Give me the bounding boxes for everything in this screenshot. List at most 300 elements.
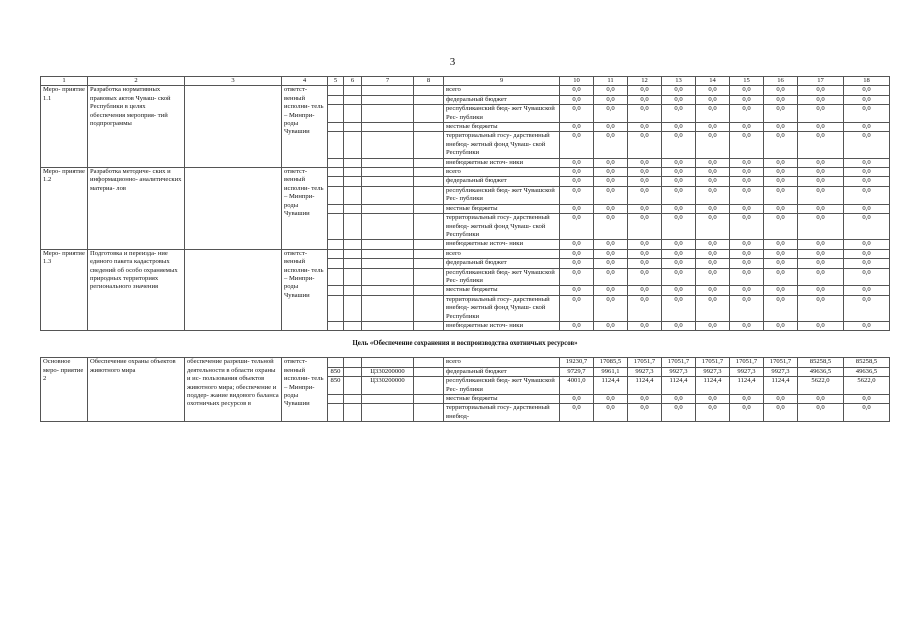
amount-cell: 17051,7 <box>628 358 662 367</box>
amount-cell: 0,0 <box>560 395 594 404</box>
amount-cell: 0,0 <box>628 95 662 104</box>
amount-cell: 85258,5 <box>844 358 890 367</box>
measure-id: Меро- приятие 1.3 <box>41 249 88 331</box>
code-cell <box>344 321 362 330</box>
amount-cell: 0,0 <box>798 186 844 204</box>
funding-source: территориальный госу- дарственный внебюд- жетный фонд Чуваш- ской Республики <box>444 214 560 240</box>
amount-cell: 0,0 <box>798 249 844 258</box>
code-cell <box>344 86 362 95</box>
code-cell <box>414 395 444 404</box>
code-cell <box>414 259 444 268</box>
amount-cell: 0,0 <box>730 86 764 95</box>
amount-cell: 0,0 <box>798 240 844 249</box>
code-cell <box>344 186 362 204</box>
code-cell: 850 <box>328 377 344 395</box>
amount-cell: 0,0 <box>560 249 594 258</box>
code-cell: 850 <box>328 367 344 376</box>
amount-cell: 0,0 <box>662 240 696 249</box>
code-cell <box>344 358 362 367</box>
code-cell <box>414 105 444 123</box>
amount-cell: 49636,5 <box>844 367 890 376</box>
amount-cell: 0,0 <box>594 105 628 123</box>
column-number: 16 <box>764 77 798 86</box>
amount-cell: 0,0 <box>628 168 662 177</box>
amount-cell: 0,0 <box>696 123 730 132</box>
code-cell <box>414 367 444 376</box>
code-cell <box>362 168 414 177</box>
amount-cell: 0,0 <box>798 158 844 167</box>
code-cell <box>344 377 362 395</box>
measure-name: Подготовка и переизда- ние единого пакета кадастровых сведений об особо охраняемых природных территориях регионального значения <box>88 249 185 331</box>
column-number: 10 <box>560 77 594 86</box>
funding-source: федеральный бюджет <box>444 95 560 104</box>
code-cell <box>362 240 414 249</box>
amount-cell: 0,0 <box>594 132 628 158</box>
funding-source: республиканский бюд- жет Чувашской Рес- публики <box>444 268 560 286</box>
amount-cell: 9927,3 <box>764 367 798 376</box>
amount-cell: 0,0 <box>662 204 696 213</box>
code-cell <box>362 249 414 258</box>
amount-cell: 0,0 <box>662 86 696 95</box>
amount-cell: 0,0 <box>662 259 696 268</box>
code-cell <box>362 259 414 268</box>
amount-cell: 0,0 <box>662 286 696 295</box>
code-cell <box>328 286 344 295</box>
amount-cell: 0,0 <box>844 177 890 186</box>
amount-cell: 0,0 <box>594 395 628 404</box>
amount-cell: 17051,7 <box>696 358 730 367</box>
amount-cell: 0,0 <box>696 295 730 321</box>
amount-cell: 0,0 <box>594 214 628 240</box>
amount-cell: 0,0 <box>560 268 594 286</box>
amount-cell: 0,0 <box>798 123 844 132</box>
code-cell <box>344 240 362 249</box>
code-cell <box>344 177 362 186</box>
main-responsible-executor: ответст- венный исполни- тель – Минпри- роды Чувашии <box>282 358 328 422</box>
amount-cell: 0,0 <box>730 105 764 123</box>
amount-cell: 9729,7 <box>560 367 594 376</box>
amount-cell: 0,0 <box>730 240 764 249</box>
amount-cell: 0,0 <box>696 86 730 95</box>
goal-title: Цель «Обеспечение сохранения и воспроизводства охотничьих ресурсов» <box>41 331 890 358</box>
amount-cell: 4001,0 <box>560 377 594 395</box>
column-number: 3 <box>185 77 282 86</box>
amount-cell: 0,0 <box>798 177 844 186</box>
amount-cell: 0,0 <box>798 404 844 422</box>
code-cell <box>414 95 444 104</box>
measure-id: Меро- приятие 1.2 <box>41 168 88 250</box>
goal-row <box>41 331 890 358</box>
amount-cell: 0,0 <box>594 295 628 321</box>
code-cell <box>362 214 414 240</box>
funding-source: республиканский бюд- жет Чувашской Рес- публики <box>444 105 560 123</box>
amount-cell: 0,0 <box>844 105 890 123</box>
column-number: 2 <box>88 77 185 86</box>
amount-cell: 0,0 <box>798 95 844 104</box>
code-cell <box>328 404 344 422</box>
amount-cell: 0,0 <box>628 240 662 249</box>
code-cell <box>362 404 414 422</box>
code-cell <box>362 268 414 286</box>
amount-cell: 0,0 <box>730 158 764 167</box>
code-cell <box>328 395 344 404</box>
amount-cell: 0,0 <box>764 286 798 295</box>
amount-cell: 0,0 <box>662 295 696 321</box>
code-cell <box>414 249 444 258</box>
amount-cell: 0,0 <box>730 168 764 177</box>
measure-result <box>185 249 282 331</box>
funding-source: внебюджетные источ- ники <box>444 158 560 167</box>
amount-cell: 9927,3 <box>662 367 696 376</box>
amount-cell: 0,0 <box>764 268 798 286</box>
funding-source: всего <box>444 358 560 367</box>
amount-cell: 0,0 <box>628 259 662 268</box>
table-row <box>41 86 890 95</box>
amount-cell: 9961,1 <box>594 367 628 376</box>
amount-cell: 0,0 <box>798 395 844 404</box>
amount-cell: 0,0 <box>798 321 844 330</box>
code-cell <box>328 249 344 258</box>
amount-cell: 0,0 <box>798 286 844 295</box>
amount-cell: 0,0 <box>560 321 594 330</box>
code-cell <box>414 132 444 158</box>
amount-cell: 0,0 <box>628 395 662 404</box>
amount-cell: 1124,4 <box>764 377 798 395</box>
funding-source: местные бюджеты <box>444 286 560 295</box>
amount-cell: 0,0 <box>560 158 594 167</box>
amount-cell: 0,0 <box>764 132 798 158</box>
amount-cell: 0,0 <box>662 168 696 177</box>
amount-cell: 0,0 <box>594 123 628 132</box>
amount-cell: 1124,4 <box>594 377 628 395</box>
funding-source: территориальный госу- дарственный внебюд- <box>444 404 560 422</box>
amount-cell: 0,0 <box>594 168 628 177</box>
amount-cell: 0,0 <box>662 132 696 158</box>
amount-cell: 0,0 <box>798 295 844 321</box>
funding-source: федеральный бюджет <box>444 259 560 268</box>
column-number: 13 <box>662 77 696 86</box>
code-cell <box>328 123 344 132</box>
column-number: 14 <box>696 77 730 86</box>
amount-cell: 0,0 <box>844 268 890 286</box>
amount-cell: 0,0 <box>764 177 798 186</box>
amount-cell: 0,0 <box>730 259 764 268</box>
main-measure-name: Обеспечение охраны объектов животного мира <box>88 358 185 422</box>
code-cell <box>344 132 362 158</box>
funding-source: местные бюджеты <box>444 123 560 132</box>
amount-cell: 0,0 <box>662 123 696 132</box>
amount-cell: 0,0 <box>560 177 594 186</box>
amount-cell: 0,0 <box>764 86 798 95</box>
amount-cell: 0,0 <box>844 259 890 268</box>
amount-cell: 0,0 <box>594 86 628 95</box>
code-cell <box>344 295 362 321</box>
funding-source: всего <box>444 86 560 95</box>
amount-cell: 0,0 <box>764 204 798 213</box>
code-cell <box>344 286 362 295</box>
funding-source: территориальный госу- дарственный внебюд- жетный фонд Чуваш- ской Республики <box>444 295 560 321</box>
code-cell <box>344 158 362 167</box>
amount-cell: 0,0 <box>696 249 730 258</box>
amount-cell: 0,0 <box>798 204 844 213</box>
amount-cell: 0,0 <box>764 404 798 422</box>
responsible-executor: ответст- венный исполни- тель – Минпри- роды Чувашии <box>282 168 328 250</box>
amount-cell: 85258,5 <box>798 358 844 367</box>
funding-source: федеральный бюджет <box>444 177 560 186</box>
column-number: 8 <box>414 77 444 86</box>
amount-cell: 0,0 <box>560 132 594 158</box>
amount-cell: 0,0 <box>764 158 798 167</box>
code-cell <box>328 259 344 268</box>
code-cell <box>362 158 414 167</box>
amount-cell: 17085,5 <box>594 358 628 367</box>
funding-source: всего <box>444 168 560 177</box>
code-cell <box>328 186 344 204</box>
measure-name: Разработка нормативных правовых актов Чуваш- ской Республики в целях обеспечения мероприя- тий подпрограммы <box>88 86 185 168</box>
amount-cell: 0,0 <box>844 132 890 158</box>
amount-cell: 0,0 <box>662 404 696 422</box>
amount-cell: 0,0 <box>696 395 730 404</box>
code-cell <box>414 86 444 95</box>
funding-source: республиканский бюд- жет Чувашской Рес- публики <box>444 186 560 204</box>
amount-cell: 0,0 <box>560 214 594 240</box>
column-number-row <box>41 77 890 86</box>
amount-cell: 0,0 <box>696 268 730 286</box>
amount-cell: 9927,3 <box>628 367 662 376</box>
amount-cell: 0,0 <box>594 158 628 167</box>
code-cell <box>414 321 444 330</box>
amount-cell: 19230,7 <box>560 358 594 367</box>
column-number: 1 <box>41 77 88 86</box>
funding-source: внебюджетные источ- ники <box>444 321 560 330</box>
amount-cell: 9927,3 <box>696 367 730 376</box>
code-cell <box>344 123 362 132</box>
code-cell <box>414 204 444 213</box>
amount-cell: 0,0 <box>730 321 764 330</box>
code-cell <box>328 321 344 330</box>
code-cell <box>328 86 344 95</box>
column-number: 18 <box>844 77 890 86</box>
amount-cell: 0,0 <box>844 321 890 330</box>
code-cell <box>328 95 344 104</box>
code-cell <box>328 168 344 177</box>
code-cell <box>328 295 344 321</box>
amount-cell: 0,0 <box>764 105 798 123</box>
code-cell <box>344 249 362 258</box>
amount-cell: 0,0 <box>696 404 730 422</box>
amount-cell: 0,0 <box>662 249 696 258</box>
amount-cell: 0,0 <box>764 249 798 258</box>
amount-cell: 1124,4 <box>662 377 696 395</box>
code-cell: Ц330200000 <box>362 367 414 376</box>
amount-cell: 0,0 <box>628 286 662 295</box>
code-cell <box>344 204 362 213</box>
code-cell <box>362 204 414 213</box>
amount-cell: 0,0 <box>560 168 594 177</box>
amount-cell: 0,0 <box>844 214 890 240</box>
amount-cell: 0,0 <box>560 286 594 295</box>
amount-cell: 0,0 <box>628 321 662 330</box>
amount-cell: 0,0 <box>628 123 662 132</box>
amount-cell: 0,0 <box>798 214 844 240</box>
amount-cell: 0,0 <box>730 249 764 258</box>
code-cell <box>414 177 444 186</box>
code-cell <box>344 105 362 123</box>
amount-cell: 5622,0 <box>844 377 890 395</box>
amount-cell: 0,0 <box>764 214 798 240</box>
amount-cell: 0,0 <box>560 295 594 321</box>
amount-cell: 0,0 <box>594 259 628 268</box>
main-measure-id: Основное меро- приятие 2 <box>41 358 88 422</box>
code-cell <box>344 395 362 404</box>
amount-cell: 49636,5 <box>798 367 844 376</box>
amount-cell: 0,0 <box>662 214 696 240</box>
amount-cell: 0,0 <box>730 186 764 204</box>
measure-name: Разработка методиче- ских и информационно- аналитических материа- лов <box>88 168 185 250</box>
amount-cell: 0,0 <box>798 132 844 158</box>
code-cell <box>414 123 444 132</box>
amount-cell: 0,0 <box>696 177 730 186</box>
code-cell <box>362 105 414 123</box>
amount-cell: 0,0 <box>696 132 730 158</box>
column-number: 15 <box>730 77 764 86</box>
funding-source: внебюджетные источ- ники <box>444 240 560 249</box>
amount-cell: 0,0 <box>844 295 890 321</box>
amount-cell: 9927,3 <box>730 367 764 376</box>
column-number: 11 <box>594 77 628 86</box>
amount-cell: 0,0 <box>730 295 764 321</box>
code-cell <box>362 177 414 186</box>
funding-source: федеральный бюджет <box>444 367 560 376</box>
amount-cell: 0,0 <box>696 204 730 213</box>
amount-cell: 0,0 <box>764 168 798 177</box>
amount-cell: 0,0 <box>628 404 662 422</box>
amount-cell: 0,0 <box>560 86 594 95</box>
amount-cell: 0,0 <box>764 295 798 321</box>
amount-cell: 0,0 <box>696 95 730 104</box>
amount-cell: 0,0 <box>730 395 764 404</box>
amount-cell: 0,0 <box>696 186 730 204</box>
amount-cell: 17051,7 <box>764 358 798 367</box>
amount-cell: 0,0 <box>662 158 696 167</box>
code-cell <box>414 240 444 249</box>
amount-cell: 0,0 <box>560 240 594 249</box>
amount-cell: 0,0 <box>844 240 890 249</box>
amount-cell: 0,0 <box>628 186 662 204</box>
code-cell <box>328 268 344 286</box>
code-cell <box>362 295 414 321</box>
amount-cell: 0,0 <box>730 214 764 240</box>
code-cell <box>344 259 362 268</box>
code-cell <box>328 240 344 249</box>
amount-cell: 0,0 <box>594 404 628 422</box>
code-cell <box>362 132 414 158</box>
code-cell <box>362 358 414 367</box>
amount-cell: 0,0 <box>764 259 798 268</box>
amount-cell: 0,0 <box>594 204 628 213</box>
amount-cell: 0,0 <box>764 95 798 104</box>
amount-cell: 0,0 <box>764 240 798 249</box>
amount-cell: 0,0 <box>594 268 628 286</box>
column-number: 5 <box>328 77 344 86</box>
amount-cell: 17051,7 <box>662 358 696 367</box>
amount-cell: 0,0 <box>844 404 890 422</box>
amount-cell: 0,0 <box>628 177 662 186</box>
amount-cell: 0,0 <box>844 158 890 167</box>
amount-cell: 0,0 <box>594 286 628 295</box>
amount-cell: 0,0 <box>764 321 798 330</box>
amount-cell: 0,0 <box>560 259 594 268</box>
funding-source: местные бюджеты <box>444 395 560 404</box>
code-cell: Ц330200000 <box>362 377 414 395</box>
column-number: 12 <box>628 77 662 86</box>
code-cell <box>344 214 362 240</box>
amount-cell: 0,0 <box>696 321 730 330</box>
amount-cell: 0,0 <box>662 177 696 186</box>
funding-source: местные бюджеты <box>444 204 560 213</box>
code-cell <box>328 204 344 213</box>
amount-cell: 0,0 <box>594 249 628 258</box>
amount-cell: 0,0 <box>764 186 798 204</box>
code-cell <box>362 286 414 295</box>
program-table <box>40 76 890 422</box>
code-cell <box>362 186 414 204</box>
code-cell <box>362 321 414 330</box>
code-cell <box>414 186 444 204</box>
amount-cell: 0,0 <box>844 286 890 295</box>
amount-cell: 0,0 <box>844 186 890 204</box>
code-cell <box>414 158 444 167</box>
amount-cell: 0,0 <box>730 177 764 186</box>
amount-cell: 0,0 <box>764 123 798 132</box>
funding-source: республиканский бюд- жет Чувашской Рес- публики <box>444 377 560 395</box>
code-cell <box>328 214 344 240</box>
amount-cell: 0,0 <box>844 168 890 177</box>
code-cell <box>414 358 444 367</box>
amount-cell: 0,0 <box>696 286 730 295</box>
amount-cell: 0,0 <box>730 404 764 422</box>
funding-source: территориальный госу- дарственный внебюд- жетный фонд Чуваш- ской Республики <box>444 132 560 158</box>
column-number: 17 <box>798 77 844 86</box>
amount-cell: 0,0 <box>844 249 890 258</box>
code-cell <box>414 168 444 177</box>
page-number: 3 <box>449 56 456 68</box>
amount-cell: 0,0 <box>594 240 628 249</box>
amount-cell: 0,0 <box>730 268 764 286</box>
amount-cell: 0,0 <box>730 95 764 104</box>
code-cell <box>328 132 344 158</box>
code-cell <box>328 177 344 186</box>
table-row <box>41 168 890 177</box>
amount-cell: 0,0 <box>628 295 662 321</box>
code-cell <box>328 105 344 123</box>
amount-cell: 1124,4 <box>730 377 764 395</box>
code-cell <box>344 404 362 422</box>
amount-cell: 0,0 <box>628 158 662 167</box>
code-cell <box>344 168 362 177</box>
amount-cell: 0,0 <box>844 395 890 404</box>
amount-cell: 0,0 <box>628 132 662 158</box>
amount-cell: 0,0 <box>730 132 764 158</box>
code-cell <box>414 295 444 321</box>
amount-cell: 1124,4 <box>696 377 730 395</box>
amount-cell: 0,0 <box>798 86 844 95</box>
amount-cell: 0,0 <box>844 123 890 132</box>
code-cell <box>414 286 444 295</box>
measure-id: Меро- приятие 1.1 <box>41 86 88 168</box>
amount-cell: 0,0 <box>628 105 662 123</box>
amount-cell: 0,0 <box>662 95 696 104</box>
